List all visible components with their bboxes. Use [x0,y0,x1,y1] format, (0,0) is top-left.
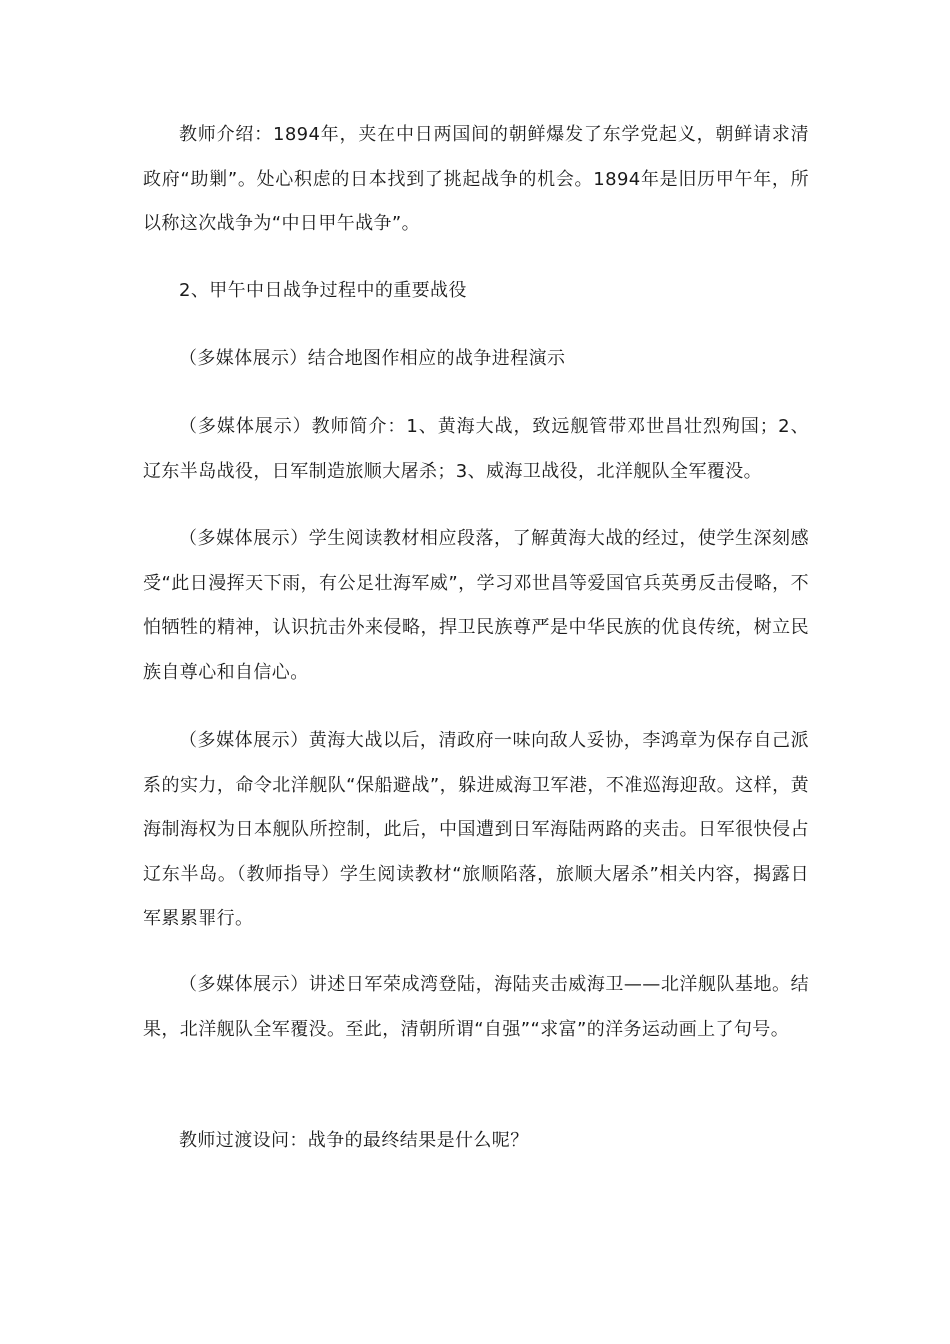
paragraph-yellow-sea-reading: （多媒体展示）学生阅读教材相应段落，了解黄海大战的经过，使学生深刻感受“此日漫挥天下雨，有公足壮海军威”，学习邓世昌等爱国官兵英勇反击侵略，不怕牺牲的精神，认识抗击外来侵略，捍卫民族尊严是中华民族的优良传统，树立民族自尊心和自信心。 [143,528,809,683]
paragraph-weihaiwei: （多媒体展示）讲述日军荣成湾登陆，海陆夹击威海卫——北洋舰队基地。结果，北洋舰队全军覆没。至此，清朝所谓“自强”“求富”的洋务运动画上了句号。 [143,974,809,1040]
paragraph-map-demo: （多媒体展示）结合地图作相应的战争进程演示 [179,348,566,369]
paragraph-transition-question: 教师过渡设问：战争的最终结果是什么呢？ [179,1130,529,1151]
paragraph-background: 教师介绍：1894年，夹在中日两国间的朝鲜爆发了东学党起义，朝鲜请求清政府“助剿”。处心积虑的日本找到了挑起战争的机会。1894年是旧历甲午年，所以称这次战争为“中日甲午战争”。 [143,124,809,234]
paragraph-section-heading: 2、甲午中日战争过程中的重要战役 [179,280,467,301]
paragraph-battles-intro: （多媒体展示）教师简介：1、黄海大战，致远舰管带邓世昌壮烈殉国；2、辽东半岛战役，日军制造旅顺大屠杀；3、威海卫战役，北洋舰队全军覆没。 [143,416,809,482]
paragraph-after-yellow-sea: （多媒体展示）黄海大战以后，清政府一味向敌人妥协，李鸿章为保存自己派系的实力，命令北洋舰队“保船避战”，躲进威海卫军港，不准巡海迎敌。这样，黄海制海权为日本舰队所控制，此后，中国遭到日军海陆两路的夹击。日军很快侵占辽东半岛。（教师指导）学生阅读教材“旅顺陷落，旅顺大屠杀”相关内容，揭露日军累累罪行。 [143,730,809,929]
